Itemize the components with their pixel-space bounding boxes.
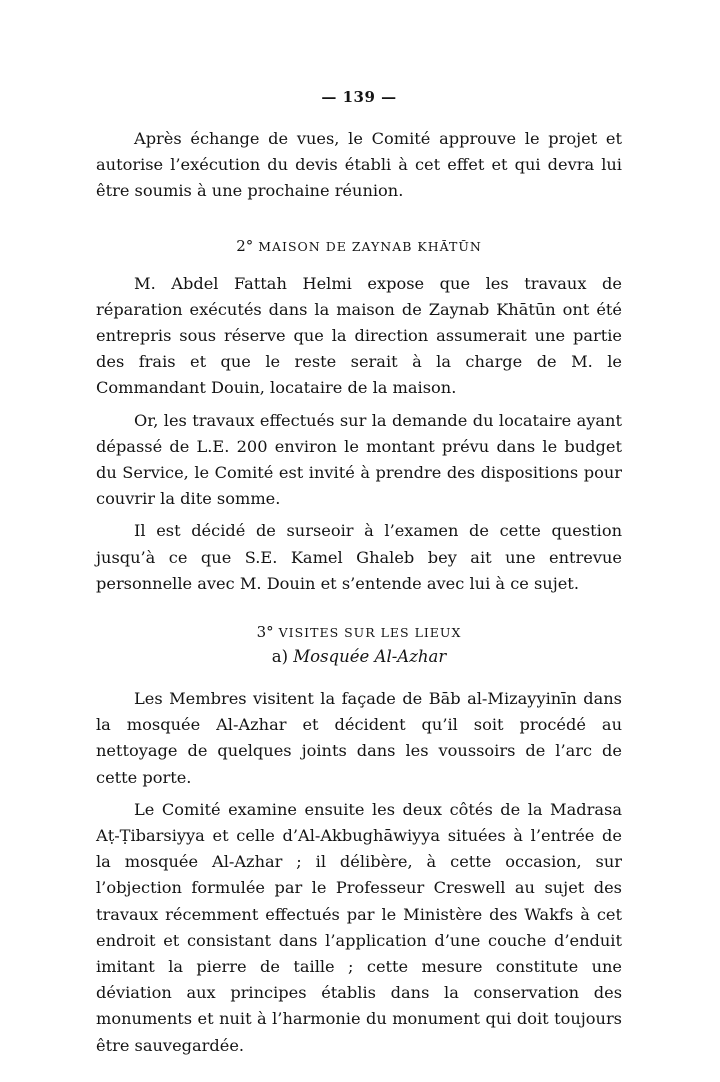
paragraph-decision-deferred: Il est décidé de surseoir à l’examen de cette question jusqu’à ce que S.E. Kamel Ghaleb bey ait une entrevue personnelle avec M. Douin et s’entende avec lui à ce sujet. bbox=[96, 521, 622, 593]
subsection-heading-al-azhar bbox=[96, 647, 622, 666]
subsection-label: a) bbox=[271, 647, 289, 667]
paragraph-helmi-report: M. Abdel Fattah Helmi expose que les travaux de réparation exécutés dans la maison de Zaynab Khātūn ont été entrepris sous réserve que la direction assumerait une partie des frais et que le reste serait à la charge de M. le Commandant Douin, locataire de la maison. bbox=[96, 273, 622, 398]
section-number: 2° bbox=[236, 236, 254, 255]
section-title: VISITES SUR LES LIEUX bbox=[278, 625, 462, 641]
section-number: 3° bbox=[256, 623, 274, 642]
paragraph-creswell-objection: Le Comité examine ensuite les deux côtés de la Madrasa Aṭ-Ṭibarsiyya et celle d’Al-Akbughāwiyya situées à l’entrée de la mosquée Al-Azhar ; il délibère, à cette occasion, sur l’objection formulée par le Professeur Creswell au sujet des travaux récemment effectués par le Ministère des Wakfs à cet endroit et consistant dans l’application d’une couche d’enduit imitant la pierre de taille ; cette mesure constitute une déviation aux principes établis dans la conservation des monuments et nuit à l’harmonie du monument qui doit toujours être sauvegardée. bbox=[96, 799, 622, 1055]
document-page bbox=[96, 88, 622, 1059]
intro-paragraph: Après échange de vues, le Comité approuve le projet et autorise l’exécution du devis établi à cet effet et qui devra lui être soumis à une prochaine réunion. bbox=[96, 129, 622, 201]
section-heading-site-visits bbox=[96, 623, 622, 641]
paragraph-budget-overrun: Or, les travaux effectués sur la demande du locataire ayant dépassé de L.E. 200 environ le montant prévu dans le budget du Service, le Comité est invité à prendre des dispositions pour couvrir la dite somme. bbox=[96, 410, 622, 509]
paragraph-bab-al-mizayyinin: Les Membres visitent la façade de Bāb al-Mizayyinīn dans la mosquée Al-Azhar et décident qu’il soit procédé au nettoyage de quelques joints dans les voussoirs de l’arc de cette porte. bbox=[96, 689, 622, 787]
subsection-title: Mosquée Al-Azhar bbox=[293, 647, 447, 667]
section-heading-zaynab-khatun bbox=[96, 237, 622, 255]
section-title: MAISON DE ZAYNAB KHĀTŪN bbox=[258, 238, 482, 254]
page-number: — 139 — bbox=[321, 88, 397, 106]
